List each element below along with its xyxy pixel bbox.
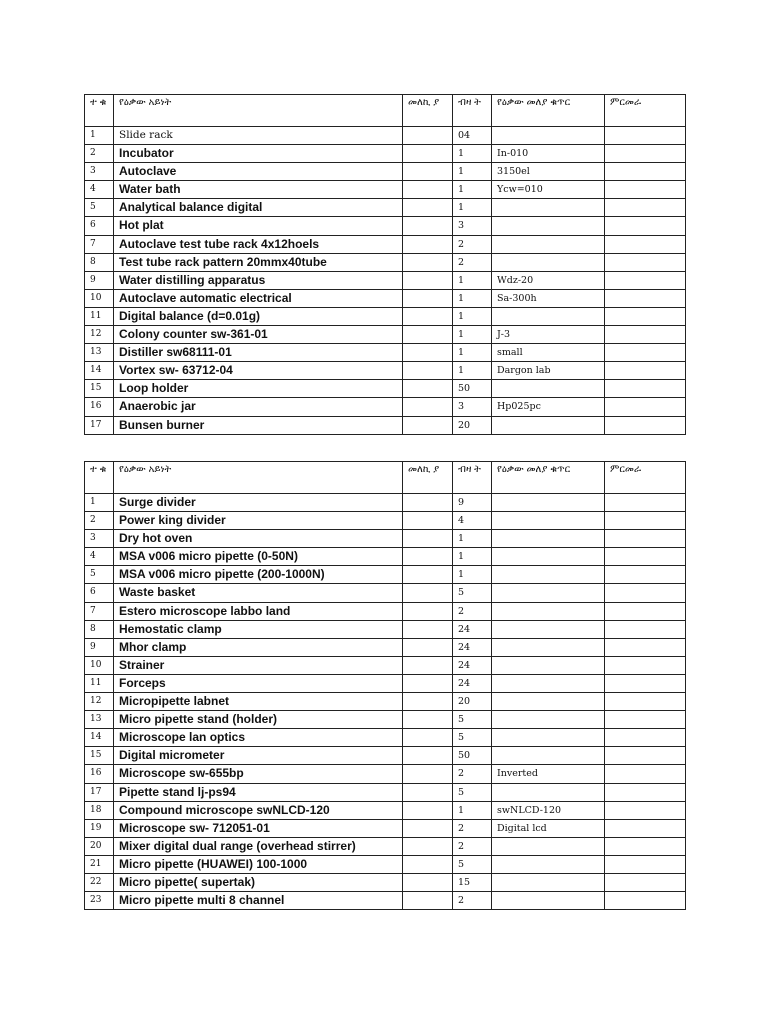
row-number: 6 bbox=[85, 584, 114, 602]
item-quantity: 1 bbox=[453, 199, 492, 217]
item-remark bbox=[605, 145, 686, 163]
item-model-number: Inverted bbox=[492, 765, 605, 783]
table-row bbox=[85, 127, 686, 145]
item-unit bbox=[403, 620, 453, 638]
header-no: ተ ቁ bbox=[85, 95, 114, 127]
row-number: 14 bbox=[85, 362, 114, 380]
item-remark bbox=[605, 217, 686, 235]
table-header-row bbox=[85, 95, 686, 127]
item-model-number bbox=[492, 217, 605, 235]
item-quantity: 1 bbox=[453, 566, 492, 584]
item-remark bbox=[605, 819, 686, 837]
item-model-number bbox=[492, 199, 605, 217]
item-model-number bbox=[492, 747, 605, 765]
header-unit: መለኪ ያ bbox=[403, 462, 453, 494]
item-quantity: 2 bbox=[453, 819, 492, 837]
item-model-number bbox=[492, 380, 605, 398]
item-quantity: 20 bbox=[453, 693, 492, 711]
item-name: Micro pipette (HUAWEI) 100-1000 bbox=[114, 855, 403, 873]
item-remark bbox=[605, 494, 686, 512]
item-name: Autoclave bbox=[114, 163, 403, 181]
row-number: 13 bbox=[85, 344, 114, 362]
table-row bbox=[85, 674, 686, 692]
item-name: Autoclave test tube rack 4x12hoels bbox=[114, 235, 403, 253]
item-name: Microscope sw-655bp bbox=[114, 765, 403, 783]
item-unit bbox=[403, 163, 453, 181]
item-model-number bbox=[492, 855, 605, 873]
table-row bbox=[85, 235, 686, 253]
item-unit bbox=[403, 783, 453, 801]
item-name: Compound microscope swNLCD-120 bbox=[114, 801, 403, 819]
item-model-number bbox=[492, 566, 605, 584]
item-remark bbox=[605, 873, 686, 891]
item-quantity: 15 bbox=[453, 873, 492, 891]
item-remark bbox=[605, 181, 686, 199]
table-row bbox=[85, 711, 686, 729]
item-quantity: 2 bbox=[453, 765, 492, 783]
row-number: 16 bbox=[85, 765, 114, 783]
item-model-number bbox=[492, 873, 605, 891]
table-row bbox=[85, 217, 686, 235]
item-unit bbox=[403, 566, 453, 584]
item-model-number: Dargon lab bbox=[492, 362, 605, 380]
item-unit bbox=[403, 711, 453, 729]
item-remark bbox=[605, 271, 686, 289]
item-remark bbox=[605, 398, 686, 416]
item-remark bbox=[605, 747, 686, 765]
item-model-number bbox=[492, 235, 605, 253]
item-model-number bbox=[492, 620, 605, 638]
item-remark bbox=[605, 199, 686, 217]
item-model-number bbox=[492, 494, 605, 512]
item-model-number bbox=[492, 307, 605, 325]
item-model-number: Sa-300h bbox=[492, 289, 605, 307]
item-model-number: small bbox=[492, 344, 605, 362]
item-name: Mixer digital dual range (overhead stirrer) bbox=[114, 837, 403, 855]
item-remark bbox=[605, 801, 686, 819]
item-quantity: 2 bbox=[453, 602, 492, 620]
item-model-number bbox=[492, 837, 605, 855]
item-model-number: Ycw=010 bbox=[492, 181, 605, 199]
item-quantity: 24 bbox=[453, 620, 492, 638]
table-row bbox=[85, 765, 686, 783]
table-header-row bbox=[85, 462, 686, 494]
row-number: 18 bbox=[85, 801, 114, 819]
item-name: Autoclave automatic electrical bbox=[114, 289, 403, 307]
row-number: 21 bbox=[85, 855, 114, 873]
item-model-number bbox=[492, 548, 605, 566]
item-quantity: 5 bbox=[453, 729, 492, 747]
item-remark bbox=[605, 765, 686, 783]
item-quantity: 04 bbox=[453, 127, 492, 145]
item-name: Water bath bbox=[114, 181, 403, 199]
item-remark bbox=[605, 729, 686, 747]
item-unit bbox=[403, 494, 453, 512]
item-quantity: 5 bbox=[453, 711, 492, 729]
item-unit bbox=[403, 289, 453, 307]
table-row bbox=[85, 620, 686, 638]
item-unit bbox=[403, 656, 453, 674]
item-remark bbox=[605, 693, 686, 711]
header-remark: ምርመራ bbox=[605, 95, 686, 127]
item-unit bbox=[403, 253, 453, 271]
row-number: 23 bbox=[85, 892, 114, 910]
item-model-number bbox=[492, 602, 605, 620]
row-number: 13 bbox=[85, 711, 114, 729]
item-name: Pipette stand lj-ps94 bbox=[114, 783, 403, 801]
item-quantity: 5 bbox=[453, 584, 492, 602]
item-unit bbox=[403, 729, 453, 747]
item-remark bbox=[605, 548, 686, 566]
row-number: 2 bbox=[85, 145, 114, 163]
row-number: 4 bbox=[85, 548, 114, 566]
item-quantity: 3 bbox=[453, 217, 492, 235]
item-model-number bbox=[492, 127, 605, 145]
row-number: 17 bbox=[85, 783, 114, 801]
item-unit bbox=[403, 892, 453, 910]
item-unit bbox=[403, 584, 453, 602]
table-row bbox=[85, 602, 686, 620]
item-name: Micro pipette multi 8 channel bbox=[114, 892, 403, 910]
row-number: 10 bbox=[85, 656, 114, 674]
item-unit bbox=[403, 602, 453, 620]
table-row bbox=[85, 253, 686, 271]
item-quantity: 1 bbox=[453, 163, 492, 181]
row-number: 8 bbox=[85, 620, 114, 638]
header-model-number: የዕቃው መለያ ቁጥር bbox=[492, 462, 605, 494]
item-quantity: 2 bbox=[453, 892, 492, 910]
row-number: 8 bbox=[85, 253, 114, 271]
item-model-number: Hp025pc bbox=[492, 398, 605, 416]
row-number: 5 bbox=[85, 199, 114, 217]
row-number: 7 bbox=[85, 235, 114, 253]
row-number: 2 bbox=[85, 512, 114, 530]
item-remark bbox=[605, 602, 686, 620]
table-row bbox=[85, 494, 686, 512]
item-quantity: 1 bbox=[453, 362, 492, 380]
item-unit bbox=[403, 362, 453, 380]
item-name: Water distilling apparatus bbox=[114, 271, 403, 289]
item-name: Micro pipette( supertak) bbox=[114, 873, 403, 891]
item-unit bbox=[403, 271, 453, 289]
item-unit bbox=[403, 674, 453, 692]
equipment-table-2 bbox=[84, 461, 686, 910]
item-remark bbox=[605, 289, 686, 307]
item-remark bbox=[605, 783, 686, 801]
table-1-body bbox=[85, 95, 686, 435]
row-number: 15 bbox=[85, 747, 114, 765]
item-remark bbox=[605, 307, 686, 325]
item-unit bbox=[403, 530, 453, 548]
item-model-number bbox=[492, 693, 605, 711]
table-row bbox=[85, 530, 686, 548]
item-quantity: 4 bbox=[453, 512, 492, 530]
item-name: Dry hot oven bbox=[114, 530, 403, 548]
table-row bbox=[85, 416, 686, 434]
item-model-number: 3150el bbox=[492, 163, 605, 181]
item-remark bbox=[605, 253, 686, 271]
table-row bbox=[85, 729, 686, 747]
item-unit bbox=[403, 235, 453, 253]
item-unit bbox=[403, 855, 453, 873]
item-name: Mhor clamp bbox=[114, 638, 403, 656]
item-name: Forceps bbox=[114, 674, 403, 692]
item-unit bbox=[403, 548, 453, 566]
item-unit bbox=[403, 344, 453, 362]
table-row bbox=[85, 289, 686, 307]
item-quantity: 24 bbox=[453, 656, 492, 674]
item-quantity: 1 bbox=[453, 289, 492, 307]
row-number: 11 bbox=[85, 307, 114, 325]
row-number: 6 bbox=[85, 217, 114, 235]
row-number: 12 bbox=[85, 693, 114, 711]
item-name: Microscope lan optics bbox=[114, 729, 403, 747]
item-quantity: 1 bbox=[453, 548, 492, 566]
item-name: Microscope sw- 712051-01 bbox=[114, 819, 403, 837]
item-remark bbox=[605, 620, 686, 638]
table-row bbox=[85, 307, 686, 325]
item-quantity: 1 bbox=[453, 307, 492, 325]
item-remark bbox=[605, 512, 686, 530]
item-remark bbox=[605, 674, 686, 692]
item-remark bbox=[605, 362, 686, 380]
item-quantity: 5 bbox=[453, 855, 492, 873]
item-model-number: J-3 bbox=[492, 326, 605, 344]
table-row bbox=[85, 819, 686, 837]
item-name: Digital balance (d=0.01g) bbox=[114, 307, 403, 325]
table-row bbox=[85, 181, 686, 199]
item-quantity: 1 bbox=[453, 326, 492, 344]
item-name: Test tube rack pattern 20mmx40tube bbox=[114, 253, 403, 271]
item-remark bbox=[605, 344, 686, 362]
item-quantity: 2 bbox=[453, 837, 492, 855]
item-name: Anaerobic jar bbox=[114, 398, 403, 416]
item-quantity: 1 bbox=[453, 271, 492, 289]
item-quantity: 2 bbox=[453, 253, 492, 271]
item-quantity: 24 bbox=[453, 638, 492, 656]
item-model-number bbox=[492, 711, 605, 729]
item-name: Hemostatic clamp bbox=[114, 620, 403, 638]
item-model-number bbox=[492, 638, 605, 656]
item-remark bbox=[605, 711, 686, 729]
row-number: 3 bbox=[85, 530, 114, 548]
item-remark bbox=[605, 326, 686, 344]
item-model-number bbox=[492, 892, 605, 910]
item-name: Bunsen burner bbox=[114, 416, 403, 434]
item-model-number: Digital lcd bbox=[492, 819, 605, 837]
item-unit bbox=[403, 765, 453, 783]
row-number: 10 bbox=[85, 289, 114, 307]
item-unit bbox=[403, 801, 453, 819]
item-name: Strainer bbox=[114, 656, 403, 674]
item-unit bbox=[403, 873, 453, 891]
item-remark bbox=[605, 566, 686, 584]
item-unit bbox=[403, 145, 453, 163]
row-number: 4 bbox=[85, 181, 114, 199]
row-number: 16 bbox=[85, 398, 114, 416]
row-number: 14 bbox=[85, 729, 114, 747]
item-quantity: 3 bbox=[453, 398, 492, 416]
item-quantity: 24 bbox=[453, 674, 492, 692]
item-unit bbox=[403, 398, 453, 416]
row-number: 7 bbox=[85, 602, 114, 620]
item-name: Vortex sw- 63712-04 bbox=[114, 362, 403, 380]
header-quantity: ብዛ ት bbox=[453, 95, 492, 127]
row-number: 11 bbox=[85, 674, 114, 692]
row-number: 1 bbox=[85, 494, 114, 512]
item-quantity: 5 bbox=[453, 783, 492, 801]
table-row bbox=[85, 512, 686, 530]
table-row bbox=[85, 271, 686, 289]
row-number: 5 bbox=[85, 566, 114, 584]
item-name: Hot plat bbox=[114, 217, 403, 235]
item-quantity: 50 bbox=[453, 380, 492, 398]
table-row bbox=[85, 380, 686, 398]
row-number: 9 bbox=[85, 271, 114, 289]
item-model-number bbox=[492, 783, 605, 801]
item-unit bbox=[403, 380, 453, 398]
table-row bbox=[85, 145, 686, 163]
item-model-number: Wdz-20 bbox=[492, 271, 605, 289]
item-remark bbox=[605, 584, 686, 602]
header-item-type: የዕቃው አይነት bbox=[114, 462, 403, 494]
item-remark bbox=[605, 892, 686, 910]
row-number: 1 bbox=[85, 127, 114, 145]
item-unit bbox=[403, 747, 453, 765]
header-no: ተ ቁ bbox=[85, 462, 114, 494]
table-row bbox=[85, 163, 686, 181]
header-item-type: የዕቃው አይነት bbox=[114, 95, 403, 127]
table-row bbox=[85, 566, 686, 584]
item-unit bbox=[403, 181, 453, 199]
table-row bbox=[85, 693, 686, 711]
header-quantity: ብዛ ት bbox=[453, 462, 492, 494]
item-quantity: 1 bbox=[453, 344, 492, 362]
item-name: Incubator bbox=[114, 145, 403, 163]
item-model-number bbox=[492, 530, 605, 548]
table-row bbox=[85, 801, 686, 819]
item-name: Distiller sw68111-01 bbox=[114, 344, 403, 362]
table-row bbox=[85, 199, 686, 217]
row-number: 20 bbox=[85, 837, 114, 855]
item-quantity: 20 bbox=[453, 416, 492, 434]
item-unit bbox=[403, 693, 453, 711]
table-row bbox=[85, 584, 686, 602]
item-remark bbox=[605, 837, 686, 855]
item-quantity: 1 bbox=[453, 801, 492, 819]
item-model-number bbox=[492, 416, 605, 434]
row-number: 17 bbox=[85, 416, 114, 434]
item-unit bbox=[403, 326, 453, 344]
table-row bbox=[85, 892, 686, 910]
item-unit bbox=[403, 638, 453, 656]
table-row bbox=[85, 398, 686, 416]
table-row bbox=[85, 783, 686, 801]
item-unit bbox=[403, 837, 453, 855]
table-2-body bbox=[85, 462, 686, 910]
item-model-number bbox=[492, 253, 605, 271]
item-quantity: 1 bbox=[453, 530, 492, 548]
item-remark bbox=[605, 235, 686, 253]
header-remark: ምርመራ bbox=[605, 462, 686, 494]
item-remark bbox=[605, 530, 686, 548]
item-name: Micropipette labnet bbox=[114, 693, 403, 711]
item-quantity: 2 bbox=[453, 235, 492, 253]
item-name: Micro pipette stand (holder) bbox=[114, 711, 403, 729]
header-unit: መለኪ ያ bbox=[403, 95, 453, 127]
row-number: 15 bbox=[85, 380, 114, 398]
item-unit bbox=[403, 512, 453, 530]
item-unit bbox=[403, 307, 453, 325]
row-number: 9 bbox=[85, 638, 114, 656]
item-name: MSA v006 micro pipette (0-50N) bbox=[114, 548, 403, 566]
item-name: Power king divider bbox=[114, 512, 403, 530]
row-number: 19 bbox=[85, 819, 114, 837]
item-unit bbox=[403, 416, 453, 434]
item-remark bbox=[605, 127, 686, 145]
item-model-number bbox=[492, 674, 605, 692]
item-remark bbox=[605, 416, 686, 434]
row-number: 12 bbox=[85, 326, 114, 344]
item-name: Waste basket bbox=[114, 584, 403, 602]
item-remark bbox=[605, 656, 686, 674]
item-remark bbox=[605, 380, 686, 398]
item-name: MSA v006 micro pipette (200-1000N) bbox=[114, 566, 403, 584]
table-row bbox=[85, 344, 686, 362]
table-row bbox=[85, 855, 686, 873]
item-unit bbox=[403, 127, 453, 145]
table-row bbox=[85, 656, 686, 674]
item-name: Surge divider bbox=[114, 494, 403, 512]
item-remark bbox=[605, 638, 686, 656]
table-row bbox=[85, 638, 686, 656]
item-model-number bbox=[492, 584, 605, 602]
item-unit bbox=[403, 199, 453, 217]
item-unit bbox=[403, 819, 453, 837]
item-unit bbox=[403, 217, 453, 235]
item-model-number bbox=[492, 729, 605, 747]
item-quantity: 1 bbox=[453, 181, 492, 199]
header-model-number: የዕቃው መለያ ቁጥር bbox=[492, 95, 605, 127]
item-model-number: swNLCD-120 bbox=[492, 801, 605, 819]
item-remark bbox=[605, 163, 686, 181]
item-name: Slide rack bbox=[114, 127, 403, 145]
item-model-number: In-010 bbox=[492, 145, 605, 163]
item-quantity: 1 bbox=[453, 145, 492, 163]
item-name: Colony counter sw-361-01 bbox=[114, 326, 403, 344]
item-name: Analytical balance digital bbox=[114, 199, 403, 217]
row-number: 22 bbox=[85, 873, 114, 891]
table-row bbox=[85, 747, 686, 765]
item-model-number bbox=[492, 512, 605, 530]
item-name: Estero microscope labbo land bbox=[114, 602, 403, 620]
item-name: Digital micrometer bbox=[114, 747, 403, 765]
equipment-table-1 bbox=[84, 94, 686, 435]
table-row bbox=[85, 548, 686, 566]
item-name: Loop holder bbox=[114, 380, 403, 398]
item-remark bbox=[605, 855, 686, 873]
table-row bbox=[85, 326, 686, 344]
item-model-number bbox=[492, 656, 605, 674]
table-row bbox=[85, 837, 686, 855]
item-quantity: 50 bbox=[453, 747, 492, 765]
table-row bbox=[85, 873, 686, 891]
table-row bbox=[85, 362, 686, 380]
item-quantity: 9 bbox=[453, 494, 492, 512]
row-number: 3 bbox=[85, 163, 114, 181]
